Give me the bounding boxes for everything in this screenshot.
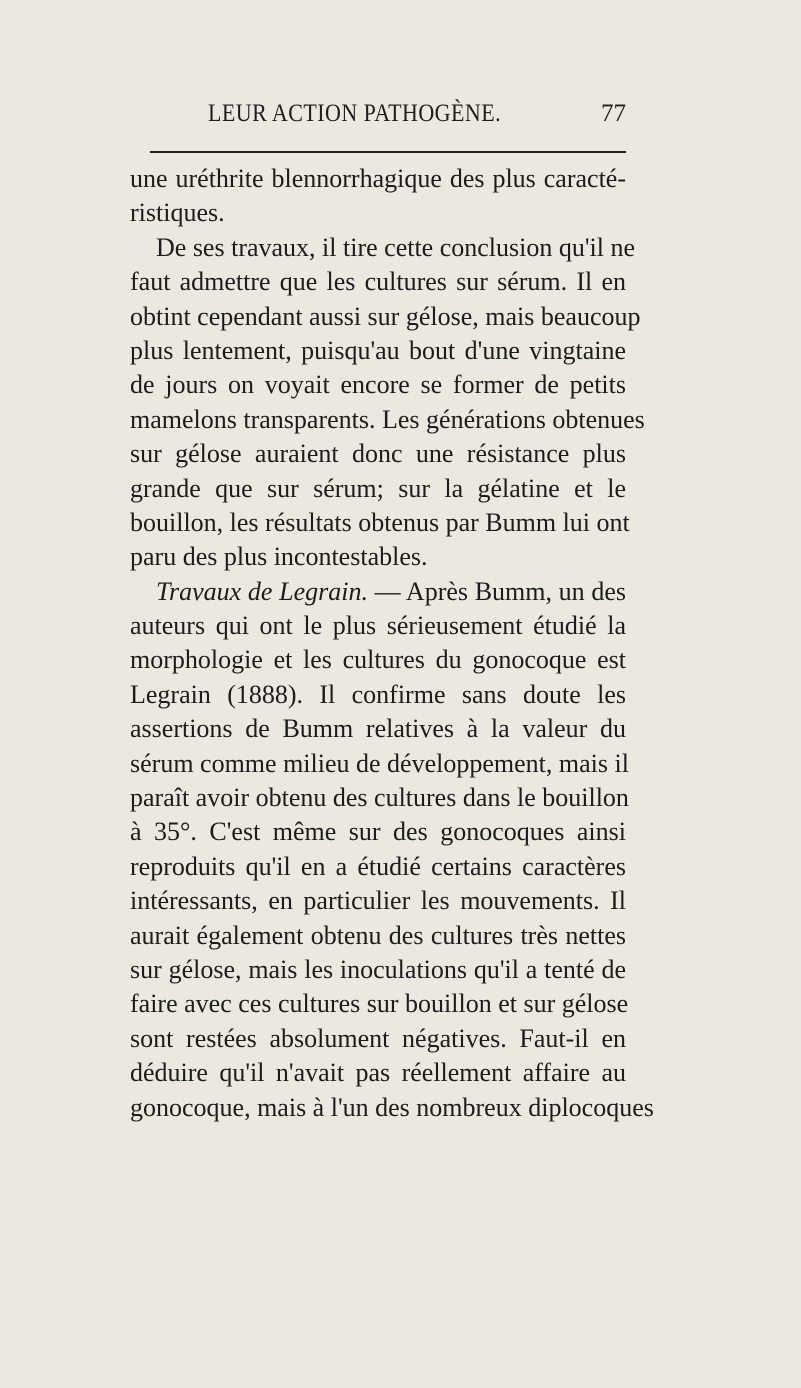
text-line: Legrain (1888). Il confirme sans doute les [130,679,626,709]
text-line: obtint cependant aussi sur gélose, mais beaucoup [130,301,641,331]
text-line: sérum comme milieu de développement, mais il [130,748,629,778]
text-line: faire avec ces cultures sur bouillon et sur gélose [130,989,629,1019]
text-line: auteurs qui ont le plus sérieusement étudié la [130,611,626,641]
running-head [150,100,626,136]
text-line: sont restées absolument négatives. Faut-il en [130,1023,626,1053]
text-line: De ses travaux, il tire cette conclusion qu'il ne [156,232,636,262]
header-rule [150,151,626,153]
text-line: paraît avoir obtenu des cultures dans le bouillon [130,783,629,813]
section-heading: Travaux de Legrain. [156,576,368,606]
text-line: ristiques. [130,198,225,228]
section-heading-line [130,575,626,609]
text-line: paru des plus incontestables. [130,542,428,572]
text-line: gonocoque, mais à l'un des nombreux diplocoques [130,1092,654,1122]
page-number: 77 [601,100,626,127]
text-line: de jours on voyait encore se former de petits [130,370,626,400]
body-text [130,162,654,1125]
text-line: intéressants, en particulier les mouvements. Il [130,886,626,916]
text-line: plus lentement, puisqu'au bout d'une vingtaine [130,335,626,365]
text-line: faut admettre que les cultures sur sérum. Il en [130,267,626,297]
text-line: une uréthrite blennorrhagique des plus caracté- [130,164,626,193]
text-line: aurait également obtenu des cultures très nettes [130,920,626,950]
text-line: morphologie et les cultures du gonocoque est [130,645,626,675]
text-line: déduire qu'il n'avait pas réellement affaire au [130,1058,626,1088]
section-heading-continuation: — Après Bumm, un des [367,576,627,606]
text-line: bouillon, les résultats obtenus par Bumm lui ont [130,507,630,537]
text-line: reproduits qu'il en a étudié certains caractères [130,851,626,881]
text-line: sur gélose auraient donc une résistance plus [130,439,626,469]
running-title: LEUR ACTION PATHOGÈNE. [208,100,502,127]
text-line: grande que sur sérum; sur la gélatine et le [130,473,626,503]
text-line: à 35°. C'est même sur des gonocoques ainsi [130,817,626,847]
text-line: mamelons transparents. Les générations obtenues [130,404,645,434]
text-line: sur gélose, mais les inoculations qu'il a tenté de [130,954,626,984]
text-line: assertions de Bumm relatives à la valeur du [130,714,626,744]
